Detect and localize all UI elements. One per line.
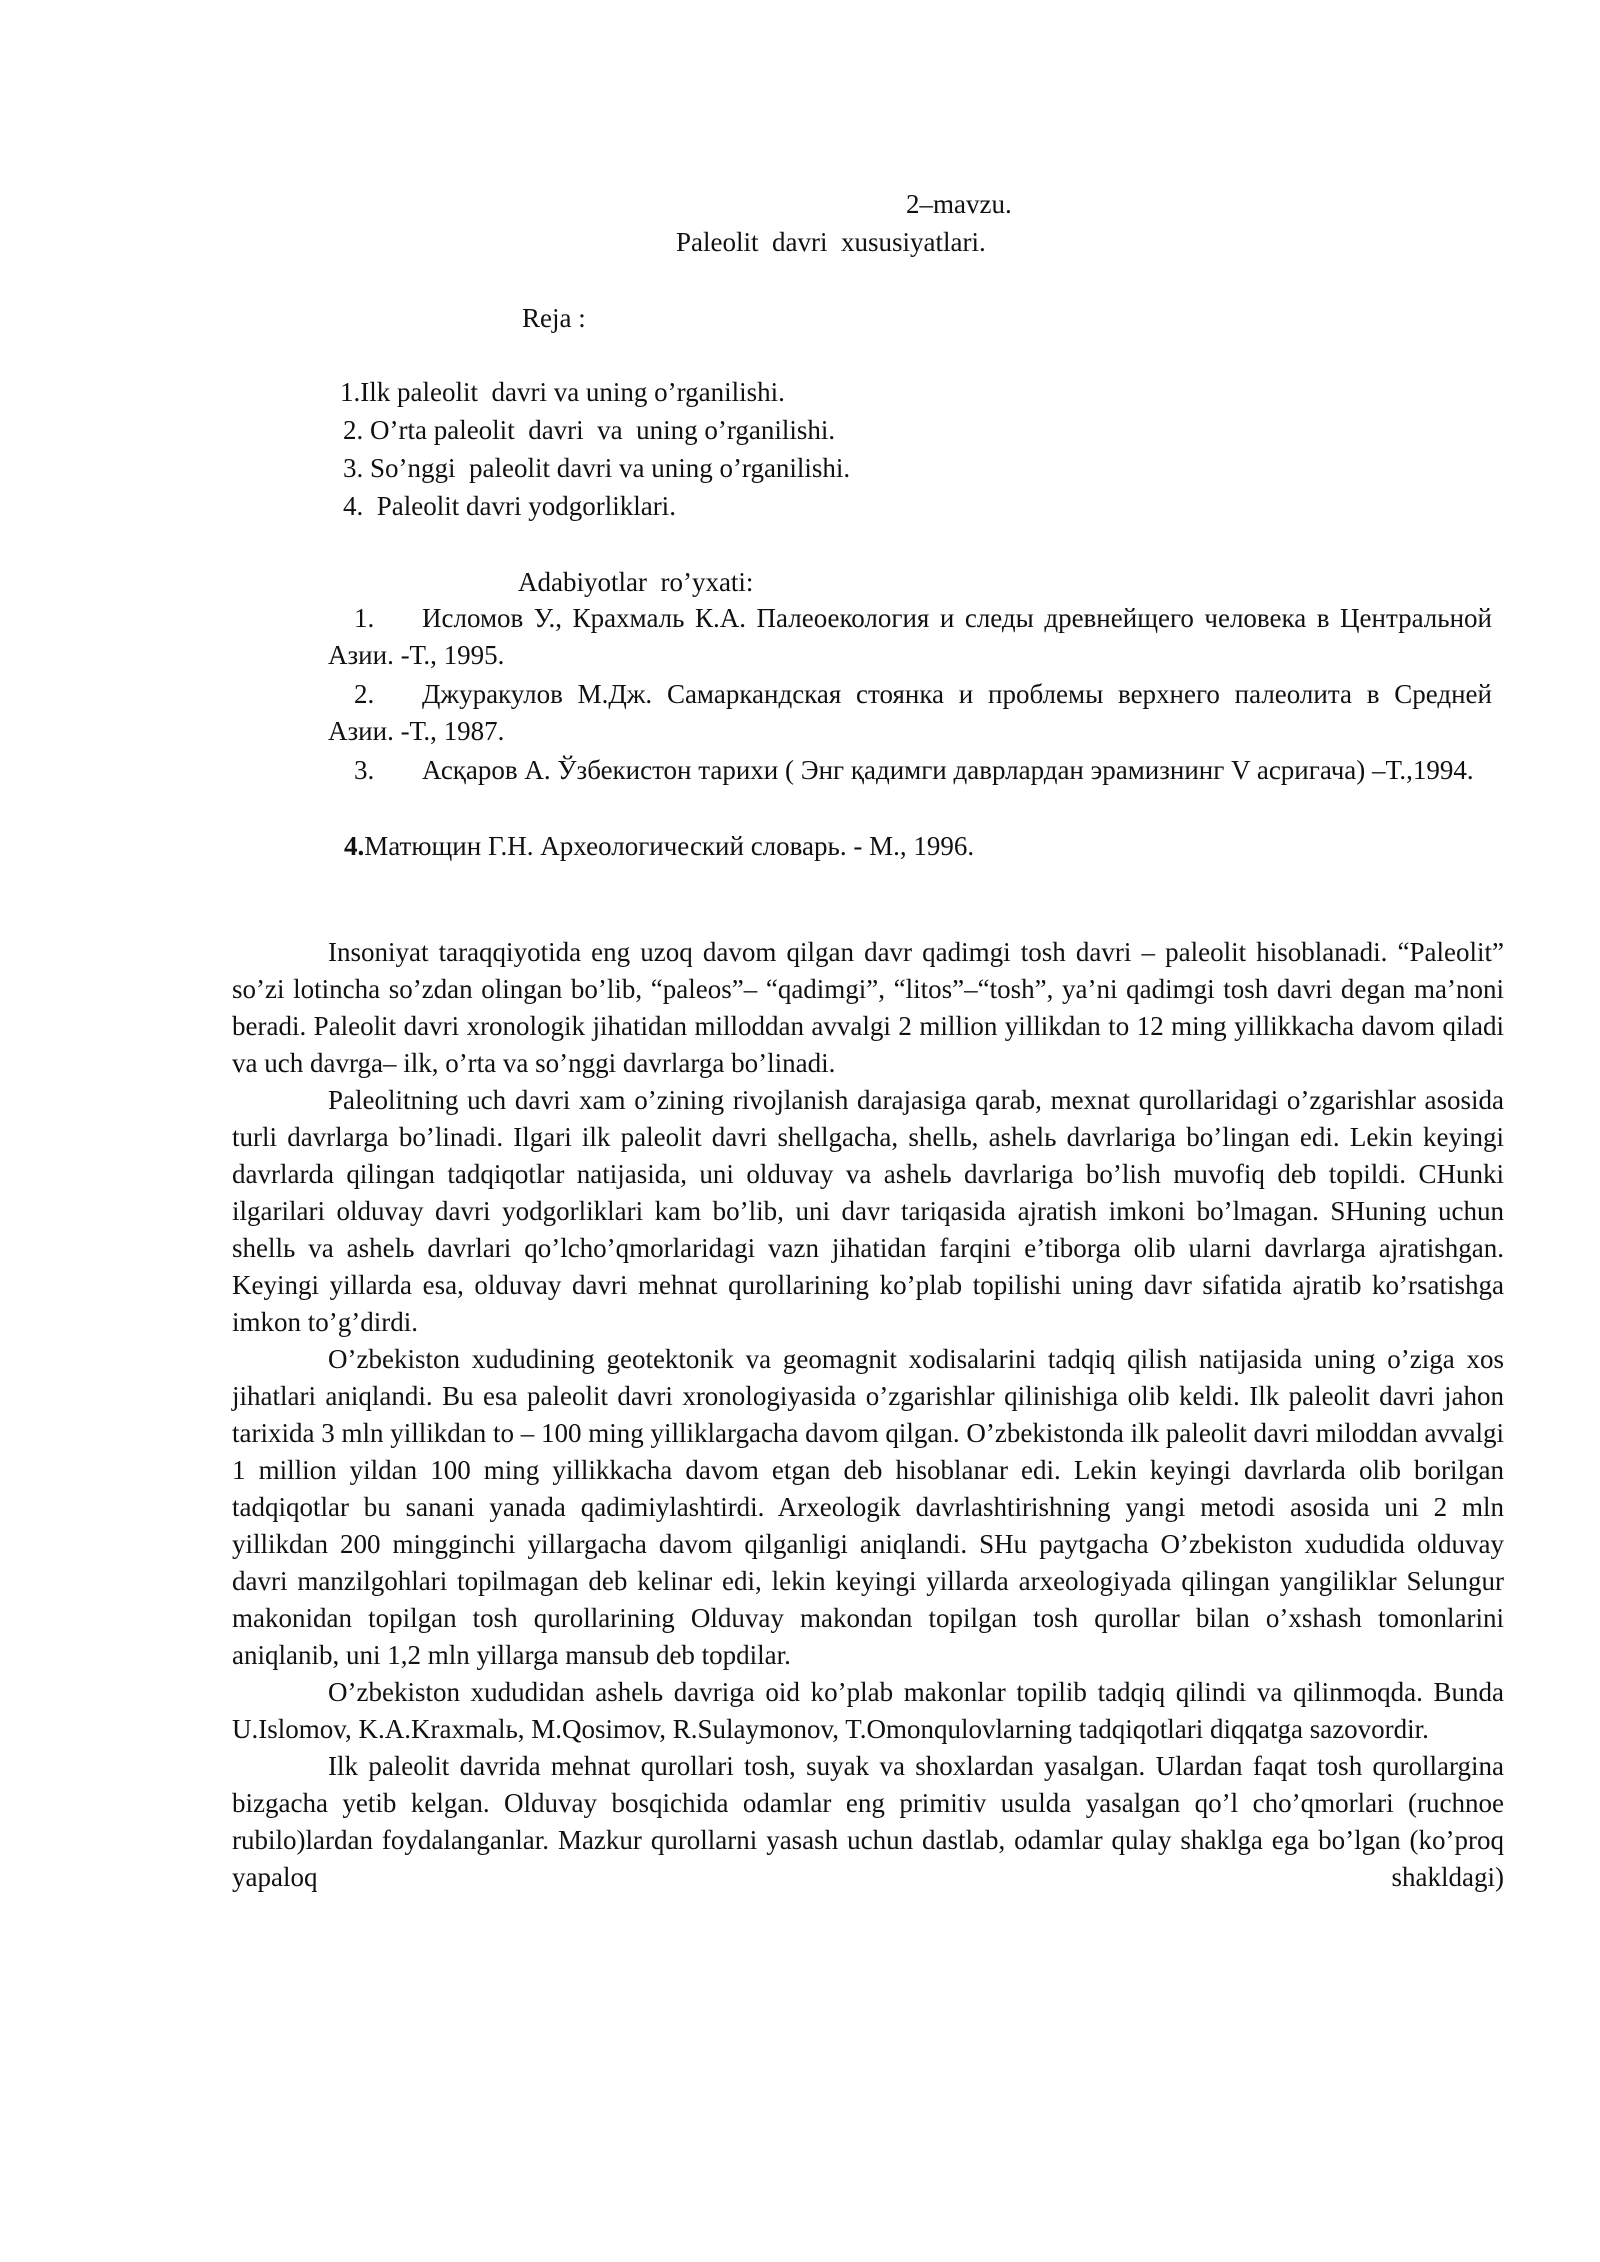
literature-heading: Adabiyotlar ro’yxati:	[518, 567, 754, 597]
plan-item: 3. So’nggi paleolit davri va uning o’rganilishi.	[343, 453, 851, 483]
literature-item-text: Исломов У., Крахмаль К.А. Палеоекология и следы древнейщего человека в Центральной Азии. -Т., 1995.	[328, 603, 1492, 670]
body-paragraph: Ilk paleolit davrida mehnat qurollari tosh, suyak va shoxlardan yasalgan. Ulardan faqat tosh qurollargina bizgacha yetib kelgan. Olduvay bosqichida odamlar eng primitiv usulda yasalgan qo’l cho’qmorlari (ruchnoe rubilo)lardan foydalanganlar. Mazkur qurollarni yasash uchun dastlab, odamlar qulay shaklga ega bo’lgan (ko’proq yapaloq shakldagi)	[232, 1751, 1504, 1892]
body-text	[232, 934, 1504, 1896]
page-title: Paleolit davri xususiyatlari.	[676, 227, 986, 257]
literature-item-number: 3.	[354, 755, 375, 785]
topic-number: 2–mavzu.	[906, 189, 1012, 219]
literature-item-text: Асқаров А. Ўзбекистон тарихи ( Энг қадимги даврлардан эрамизнинг V асригача) –Т.,1994.	[422, 755, 1474, 785]
body-paragraph: O’zbekiston xududidan ashelь davriga oid ko’plab makonlar topilib tadqiq qilindi va qilinmoqda. Bunda U.Islomov, K.A.Kraxmalь, M.Qosimov, R.Sulaymonov, T.Omonqulovlarning tadqiqotlari diqqatga sazovordir.	[232, 1677, 1504, 1744]
literature-item	[328, 828, 1492, 865]
body-paragraph: Paleolitning uch davri xam o’zining rivojlanish darajasiga qarab, mexnat qurollaridagi o’zgarishlar asosida turli davrlarga bo’linadi. Ilgari ilk paleolit davri shellgacha, shellь, ashelь davrlariga bo’lingan edi. Lekin keyingi davrlarda qilingan tadqiqotlar natijasida, uni olduvay va ashelь davrlariga bo’lish muvofiq deb topildi. CHunki ilgarilari olduvay davri yodgorliklari kam bo’lib, uni davr tariqasida ajratish imkoni bo’lmagan. SHuning uchun shellь va ashelь davrlari qo’lcho’qmorlaridagi vazn jihatidan farqini e’tiborga olib ularni davrlarga ajratishgan. Keyingi yillarda esa, olduvay davri mehnat qurollarining ko’plab topilishi uning davr sifatida ajratib ko’rsatishga imkon to’g’dirdi.	[232, 1085, 1504, 1337]
plan-heading: Reja :	[522, 303, 586, 333]
body-paragraph: Insoniyat taraqqiyotida eng uzoq davom qilgan davr qadimgi tosh davri – paleolit hisoblanadi. “Paleolit” so’zi lotincha so’zdan olingan bo’lib, “paleos”– “qadimgi”, “litos”–“tosh”, ya’ni qadimgi tosh davri degan ma’noni beradi. Paleolit davri xronologik jihatidan milloddan avvalgi 2 million yillikdan to 12 ming yillikkacha davom qiladi va uch davrga– ilk, o’rta va so’nggi davrlarga bo’linadi.	[232, 937, 1504, 1078]
literature-item-text: Матющин Г.Н. Археологический словарь. - М., 1996.	[364, 831, 975, 861]
literature-item-number: 4.	[344, 831, 365, 861]
plan-item: 1.Ilk paleolit davri va uning o’rganilishi.	[340, 377, 785, 407]
literature-item	[328, 676, 1492, 750]
literature-item-number: 2.	[354, 679, 375, 709]
plan-item: 4. Paleolit davri yodgorliklari.	[343, 491, 676, 521]
body-paragraph: O’zbekiston xududining geotektonik va geomagnit xodisalarini tadqiq qilish natijasida uning o’ziga xos jihatlari aniqlandi. Bu esa paleolit davri xronologiyasida o’zgarishlar qilinishiga olib keldi. Ilk paleolit davri jahon tarixida 3 mln yillikdan to – 100 ming yilliklargacha davom qilgan. O’zbekistonda ilk paleolit davri miloddan avvalgi 1 million yildan 100 ming yillikkacha davom etgan deb hisoblanar edi. Lekin keyingi davrlarda olib borilgan tadqiqotlar bu sanani yanada qadimiylashtirdi. Arxeologik davrlashtirishning yangi metodi asosida uni 2 mln yillikdan 200 mingginchi yillargacha davom qilganligi aniqlandi. SHu paytgacha O’zbekiston xududida olduvay davri manzilgohlari topilmagan deb kelinar edi, lekin keyingi yillarda arxeologiyada qilingan yangiliklar Selungur makonidan topilgan tosh qurollarining Olduvay makondan topilgan tosh qurollar bilan o’xshash tomonlarini aniqlanib, uni 1,2 mln yillarga mansub deb topdilar.	[232, 1344, 1504, 1670]
literature-item	[328, 752, 1492, 789]
literature-item	[328, 600, 1492, 674]
literature-item-number: 1.	[354, 603, 375, 633]
literature-item-text: Джуракулов М.Дж. Самаркандская стоянка и проблемы верхнего палеолита в Средней Азии. -Т., 1987.	[328, 679, 1492, 746]
plan-item: 2. O’rta paleolit davri va uning o’rganilishi.	[343, 415, 836, 445]
